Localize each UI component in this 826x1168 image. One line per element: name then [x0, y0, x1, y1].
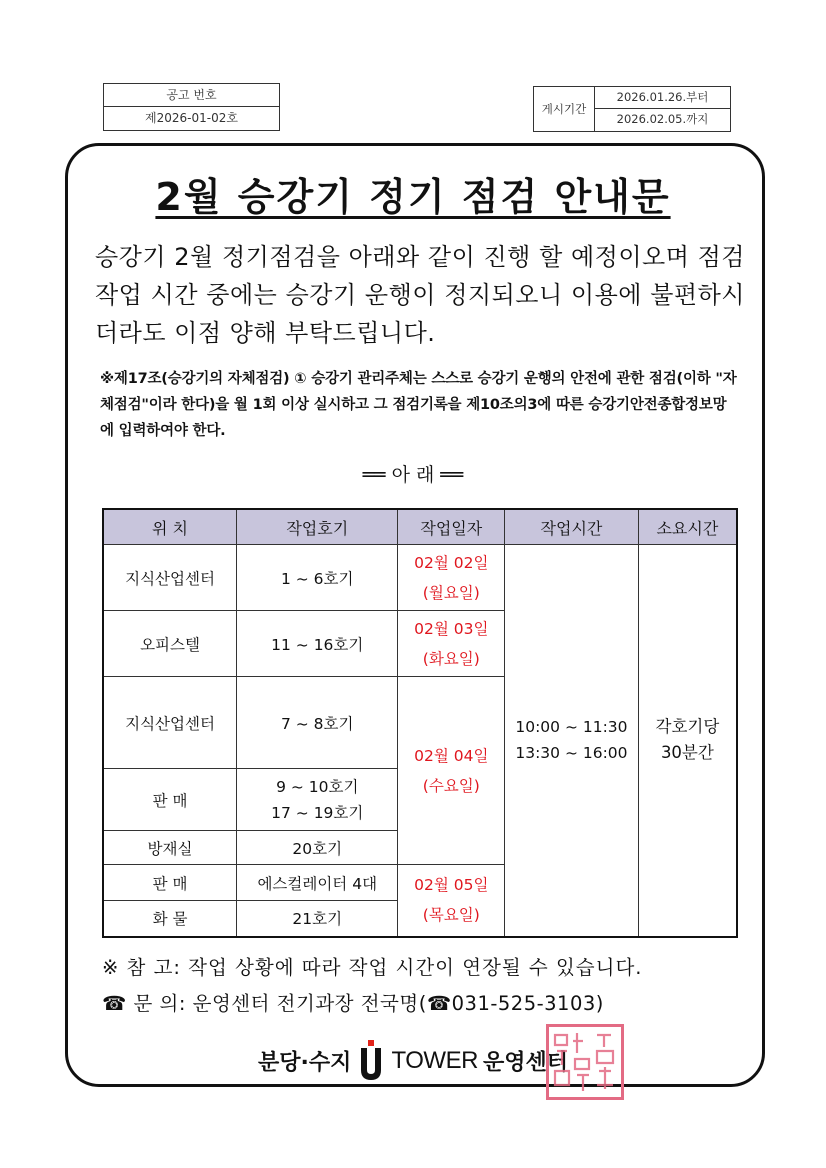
- notice-number-box: [103, 83, 280, 131]
- header-duration: 소요시간: [638, 509, 737, 545]
- cell-units: 에스컬레이터 4대: [237, 865, 398, 901]
- schedule-table: [102, 508, 738, 938]
- cell-duration: [638, 545, 737, 937]
- posting-period-box: [533, 86, 731, 132]
- inquiry-text: ☎ 문 의: 운영센터 전기과장 전국명(☎031-525-3103): [102, 992, 604, 1015]
- header-date: 작업일자: [398, 509, 505, 545]
- cell-location: 화 물: [103, 901, 237, 937]
- cell-location: 지식산업센터: [103, 677, 237, 769]
- day-text: (화요일): [422, 649, 480, 668]
- table-row: [103, 545, 737, 611]
- cell-date: [398, 677, 505, 865]
- cell-units: 11 ~ 16호기: [237, 611, 398, 677]
- footer-signature: [0, 1040, 826, 1082]
- date-text: 02월 04일: [414, 746, 489, 765]
- date-text: 02월 02일: [414, 553, 489, 572]
- title-text: 2월 승강기 정기 점검 안내문: [155, 175, 671, 219]
- duration-1: 각호기당: [655, 717, 720, 737]
- cell-location: 판 매: [103, 865, 237, 901]
- cell-location: 방재실: [103, 831, 237, 865]
- cell-date: [398, 545, 505, 611]
- footer-suffix: 운영센터: [483, 1050, 569, 1076]
- header-location: 위 치: [103, 509, 237, 545]
- footer-prefix: 분당·수지: [257, 1050, 352, 1076]
- cell-date: [398, 865, 505, 937]
- header-units: 작업호기: [237, 509, 398, 545]
- notice-number-label: 공고 번호: [104, 84, 279, 107]
- cell-units: 7 ~ 8호기: [237, 677, 398, 769]
- seal-stamp-icon: [546, 1024, 624, 1100]
- u-logo-icon: [358, 1040, 384, 1082]
- cell-units: [237, 769, 398, 831]
- page-title: [0, 166, 826, 221]
- work-time-2: 13:30 ~ 16:00: [515, 744, 628, 763]
- day-text: (목요일): [422, 906, 480, 925]
- note-text: ※ 참 고: 작업 상황에 따라 작업 시간이 연장될 수 있습니다.: [102, 956, 643, 979]
- cell-location: 지식산업센터: [103, 545, 237, 611]
- posting-period-to: 2026.02.05.까지: [616, 112, 709, 126]
- units-line-2: 17 ~ 19호기: [271, 803, 364, 822]
- duration-2: 30분간: [660, 743, 714, 763]
- cell-location: 오피스텔: [103, 611, 237, 677]
- work-time-1: 10:00 ~ 11:30: [515, 718, 628, 737]
- table-header-row: [103, 509, 737, 545]
- date-text: 02월 03일: [414, 619, 489, 638]
- day-text: (수요일): [422, 776, 480, 795]
- cell-location: 판 매: [103, 769, 237, 831]
- date-text: 02월 05일: [414, 876, 489, 895]
- units-line-1: 9 ~ 10호기: [276, 777, 359, 796]
- cell-units: 1 ~ 6호기: [237, 545, 398, 611]
- cell-date: [398, 611, 505, 677]
- law-excerpt: ※제17조(승강기의 자체점검) ① 승강기 관리주체는 스스로 승강기 운행의 안전에 관한 점검(이하 "자체점검"이라 한다)을 월 1회 이상 실시하고 그 점검기록을 제10조의3에 따른 승강기안전종합정보망에 입력하여야 한다.: [100, 371, 737, 439]
- cell-work-time: [505, 545, 639, 937]
- posting-period-from: 2026.01.26.부터: [595, 87, 730, 109]
- intro-paragraph: 승강기 2월 정기점검을 아래와 같이 진행 할 예정이오며 점검작업 시간 중에는 승강기 운행이 정지되오니 이용에 불편하시더라도 이점 양해 부탁드립니다.: [95, 243, 745, 347]
- footer-brand: TOWER: [391, 1047, 478, 1074]
- day-text: (월요일): [422, 583, 480, 602]
- cell-units: 21호기: [237, 901, 398, 937]
- header-time: 작업시간: [505, 509, 639, 545]
- posting-period-label: 게시기간: [534, 87, 595, 131]
- section-subtitle: ══ 아 래 ══: [362, 464, 464, 486]
- notice-number-value: 제2026-01-02호: [145, 111, 238, 125]
- cell-units: 20호기: [237, 831, 398, 865]
